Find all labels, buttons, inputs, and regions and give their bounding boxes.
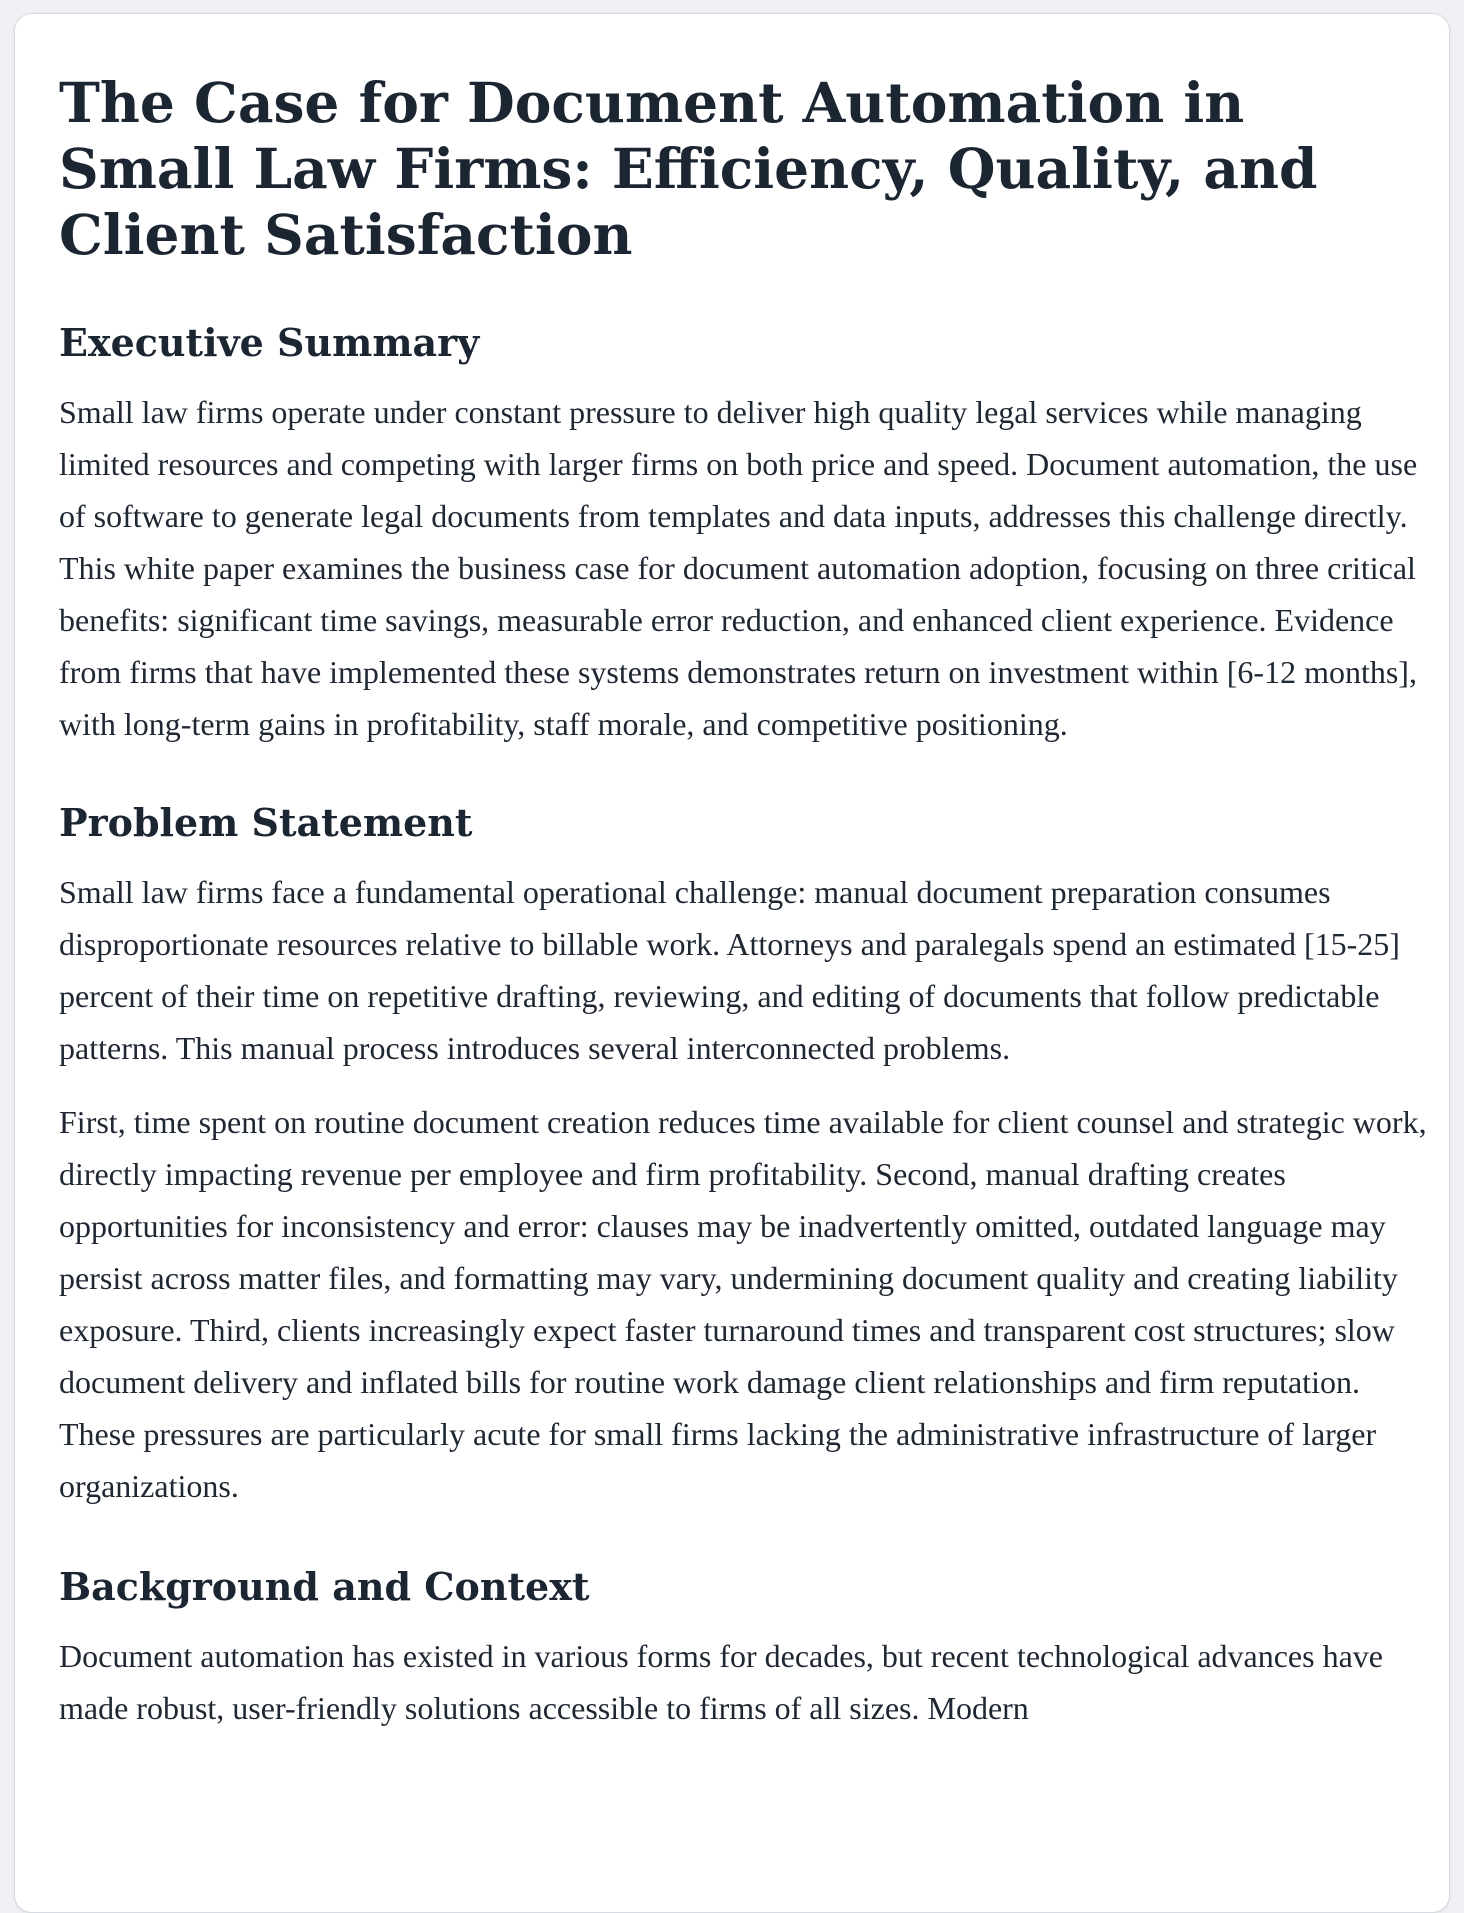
section-paragraph: Document automation has existed in various forms for decades, but recent technological advances have made robust, user-friendly solutions accessible to firms of all sizes. Modern [59,1638,1383,1726]
document-content [59,70,1429,1734]
document-page [14,13,1450,1913]
section-paragraph: Small law firms operate under constant pressure to deliver high quality legal services while managing limited resources and competing with larger firms on both price and speed. Document automation, the use of software to generate legal documents from templates and data inputs, addresses this challenge directly. This white paper examines the business case for document automation adoption, focusing on three critical benefits: significant time savings, measurable error reduction, and enhanced client experience. Evidence from firms that have implemented these systems demonstrates return on investment within [6-12 months], with long-term gains in profitability, staff morale, and competitive positioning. [59,394,1418,742]
section-paragraph: Small law firms face a fundamental operational challenge: manual document preparation consumes disproportionate resources relative to billable work. Attorneys and paralegals spend an estimated [15-25] percent of their time on repetitive drafting, reviewing, and editing of documents that follow predictable patterns. This manual process introduces several interconnected problems. [59,874,1400,1066]
section-heading-background-and-context: Background and Context [59,1564,590,1609]
section-heading-executive-summary: Executive Summary [59,320,480,365]
section-heading-problem-statement: Problem Statement [59,800,473,845]
document-title: The Case for Document Automation in Small Law Firms: Efficiency, Quality, and Client Satisfaction [59,70,1318,267]
section-paragraph: First, time spent on routine document creation reduces time available for client counsel and strategic work, directly impacting revenue per employee and firm profitability. Second, manual drafting creates opportunities for inconsistency and error: clauses may be inadvertently omitted, outdated language may persist across matter files, and formatting may vary, undermining document quality and creating liability exposure. Third, clients increasingly expect faster turnaround times and transparent cost structures; slow document delivery and inflated bills for routine work damage client relationships and firm reputation. These pressures are particularly acute for small firms lacking the administrative infrastructure of larger organizations. [59,1104,1427,1504]
